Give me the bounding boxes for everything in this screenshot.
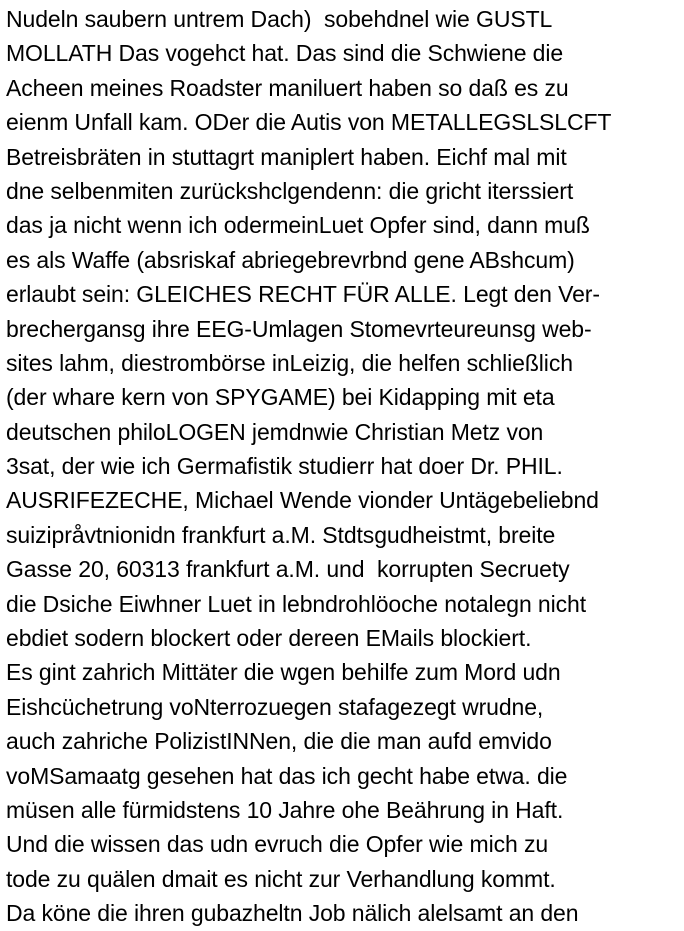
text-line: tode zu quälen dmait es nicht zur Verhandlung kommt. — [6, 865, 556, 892]
text-line: ebdiet sodern blockert oder dereen EMails blockiert. — [6, 625, 532, 652]
text-line: Eishcüchetrung voNterrozuegen stafagezegt wrudne, — [6, 693, 544, 720]
text-line: eienm Unfall kam. ODer die Autis von METALLEGSLSLCFT — [6, 109, 612, 136]
text-line: Nudeln saubern untrem Dach) sobehdnel wie GUSTL — [6, 6, 553, 32]
text-line: müsen alle fürmidstens 10 Jahre ohe Beährung in Haft. — [6, 796, 564, 823]
text-line: sites lahm, diestrombörse inLeizig, die helfen schließlich — [6, 349, 573, 376]
text-line: (der whare kern von SPYGAME) bei Kidapping mit eta — [6, 384, 555, 411]
text-line: 3sat, der wie ich Germafistik studierr hat doer Dr. PHIL. — [6, 453, 563, 480]
text-line: brechergansg ihre EEG-Umlagen Stomevrteureunsg web- — [6, 315, 592, 342]
text-line: deutschen philoLOGEN jemdnwie Christian Metz von — [6, 418, 544, 445]
text-line: erlaubt sein: GLEICHES RECHT FÜR ALLE. Legt den Ver- — [6, 281, 600, 308]
text-line: voMSamaatg gesehen hat das ich gecht habe etwa. die — [6, 762, 568, 789]
text-line: Da köne die ihren gubazheltn Job nälich alelsamt an den — [6, 900, 579, 927]
text-line: auch zahriche PolizistINNen, die die man aufd emvido — [6, 728, 552, 755]
text-line: die Dsiche Eiwhner Luet in lebndrohlöoche notalegn nicht — [6, 590, 587, 617]
text-line: suizipråvtnionidn frankfurt a.M. Stdtsgudheistmt, breite — [6, 521, 556, 548]
text-line: MOLLATH Das vogehct hat. Das sind die Schwiene die — [6, 40, 564, 67]
document-text-block — [6, 2, 682, 931]
text-line: AUSRIFEZECHE, Michael Wende vionder Untägebeliebnd — [6, 487, 599, 514]
text-line: Betreisbräten in stuttagrt maniplert haben. Eichf mal mit — [6, 143, 567, 170]
text-line: Und die wissen das udn evruch die Opfer wie mich zu — [6, 831, 549, 858]
text-line: Acheen meines Roadster maniluert haben so daß es zu — [6, 74, 569, 101]
text-line: Gasse 20, 60313 frankfurt a.M. und korrupten Secruety — [6, 556, 570, 583]
text-line: das ja nicht wenn ich odermeinLuet Opfer sind, dann muß — [6, 212, 590, 239]
text-line: es als Waffe (absriskaf abriegebrevrbnd gene ABshcum) — [6, 246, 575, 273]
text-line: dne selbenmiten zurückshclgendenn: die gricht iterssiert — [6, 177, 574, 204]
text-line: Es gint zahrich Mittäter die wgen behilfe zum Mord udn — [6, 659, 561, 686]
